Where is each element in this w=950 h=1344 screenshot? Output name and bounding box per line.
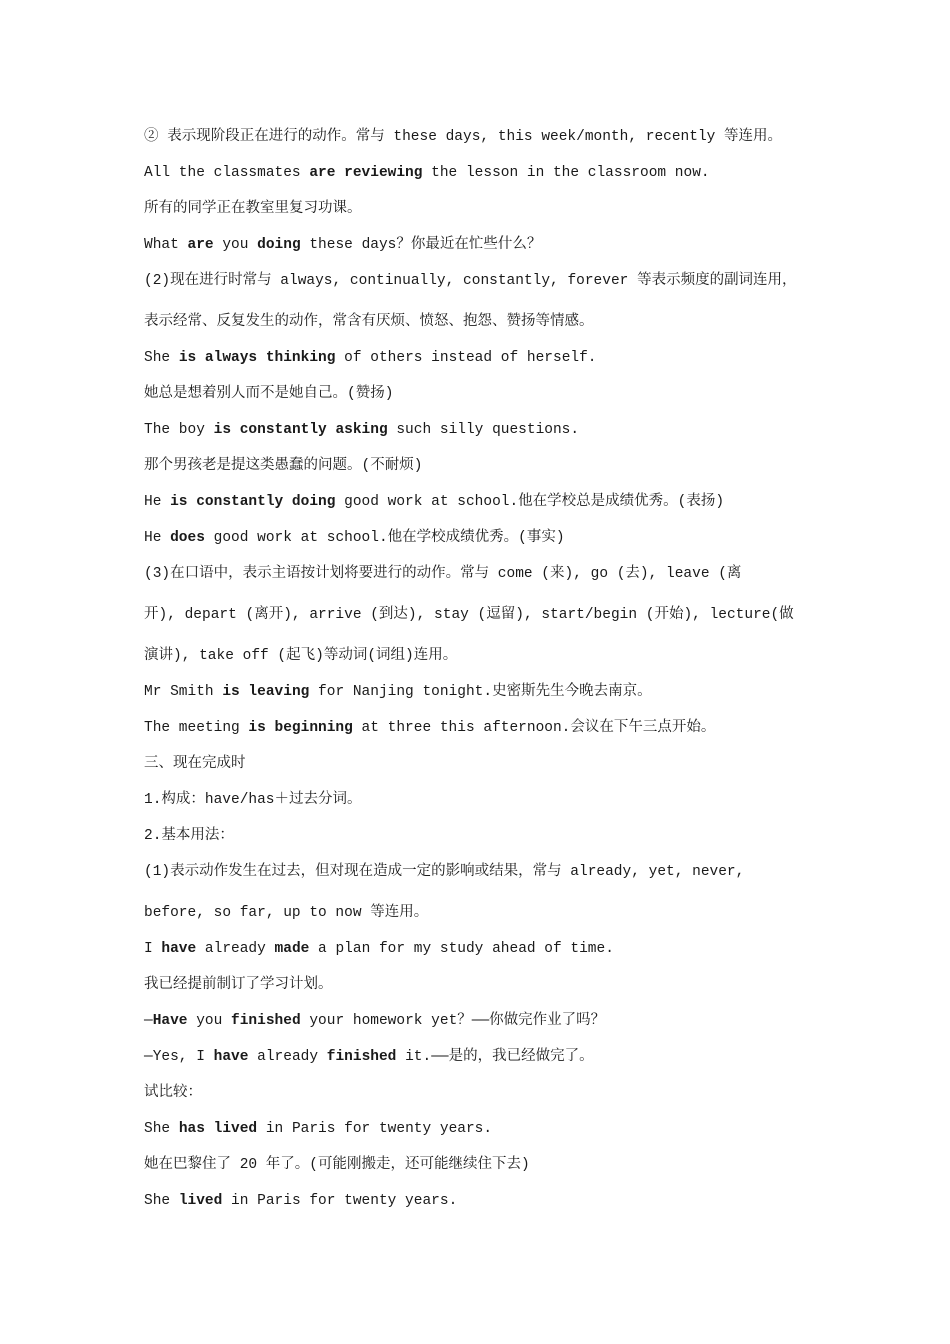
bold-text-segment: does bbox=[170, 530, 205, 546]
text-segment: you bbox=[187, 1013, 232, 1029]
text-line bbox=[144, 646, 457, 666]
text-segment: 她总是想着别人而不是她自己。(赞扬) bbox=[144, 386, 394, 402]
text-line bbox=[144, 163, 710, 183]
text-segment: 我已经提前制订了学习计划。 bbox=[144, 977, 333, 993]
text-line bbox=[144, 127, 782, 147]
text-segment: ② 表示现阶段正在进行的动作。常与 these days, this week/month, recently 等连用。 bbox=[144, 129, 783, 145]
bold-text-segment: is constantly asking bbox=[213, 422, 388, 438]
text-segment: 2.基本用法： bbox=[144, 828, 234, 844]
text-line bbox=[144, 1119, 492, 1139]
text-segment: good work at school.他在学校总是成绩优秀。(表扬) bbox=[335, 494, 725, 510]
text-segment: your homework yet？——你做完作业了吗？ bbox=[300, 1013, 606, 1029]
text-line bbox=[144, 718, 715, 738]
text-line bbox=[144, 1011, 605, 1031]
bold-text-segment: finished bbox=[231, 1013, 301, 1029]
text-line bbox=[144, 862, 744, 882]
text-line bbox=[144, 456, 422, 476]
bold-text-segment: finished bbox=[326, 1049, 397, 1065]
text-line bbox=[144, 235, 541, 255]
text-segment: What bbox=[144, 237, 188, 253]
text-segment: it.——是的，我已经做完了。 bbox=[396, 1049, 594, 1065]
text-line bbox=[144, 564, 741, 584]
text-segment: She bbox=[144, 350, 179, 366]
bold-text-segment: have bbox=[161, 941, 197, 957]
text-line bbox=[144, 1083, 202, 1103]
text-line bbox=[144, 682, 652, 702]
text-segment: in Paris for twenty years. bbox=[222, 1193, 458, 1209]
bold-text-segment: are bbox=[187, 237, 214, 253]
bold-text-segment: is leaving bbox=[222, 684, 310, 700]
text-segment: 三、现在完成时 bbox=[144, 756, 246, 772]
text-segment: 所有的同学正在教室里复习功课。 bbox=[144, 201, 362, 217]
text-segment: good work at school.他在学校成绩优秀。(事实) bbox=[204, 530, 565, 546]
text-line bbox=[144, 199, 362, 219]
text-segment: before, so far, up to now 等连用。 bbox=[144, 905, 429, 921]
text-line bbox=[144, 975, 333, 995]
text-segment: the lesson in the classroom now. bbox=[422, 165, 710, 181]
text-segment: She bbox=[144, 1193, 179, 1209]
bold-text-segment: is beginning bbox=[248, 720, 353, 736]
text-segment: already bbox=[248, 1049, 327, 1065]
text-line bbox=[144, 903, 428, 923]
text-segment: She bbox=[144, 1121, 179, 1137]
text-segment: 1.构成：have/has＋过去分词。 bbox=[144, 792, 362, 808]
text-line bbox=[144, 492, 724, 512]
text-segment: All the classmates bbox=[144, 165, 310, 181]
text-segment: Mr Smith bbox=[144, 684, 223, 700]
bold-text-segment: made bbox=[274, 941, 310, 957]
text-line bbox=[144, 1155, 530, 1175]
text-segment: 那个男孩老是提这类愚蠢的问题。(不耐烦) bbox=[144, 458, 423, 474]
bold-text-segment: is constantly doing bbox=[170, 494, 336, 510]
text-segment: 她在巴黎住了 20 年了。(可能刚搬走，还可能继续住下去) bbox=[144, 1157, 530, 1173]
text-segment: 试比较： bbox=[144, 1085, 202, 1101]
text-segment: 开), depart (离开), arrive (到达), stay (逗留), start/begin (开始), lecture(做 bbox=[144, 607, 794, 623]
text-segment: for Nanjing tonight.史密斯先生今晚去南京。 bbox=[309, 684, 652, 700]
text-segment: The boy bbox=[144, 422, 214, 438]
text-line bbox=[144, 420, 579, 440]
text-line bbox=[144, 528, 565, 548]
bold-text-segment: is always thinking bbox=[178, 350, 336, 366]
text-segment: at three this afternoon.会议在下午三点开始。 bbox=[352, 720, 716, 736]
text-segment: in Paris for twenty years. bbox=[257, 1121, 493, 1137]
text-segment: a plan for my study ahead of time. bbox=[309, 941, 614, 957]
text-line bbox=[144, 754, 246, 774]
bold-text-segment: are reviewing bbox=[309, 165, 423, 181]
text-segment: you bbox=[213, 237, 258, 253]
bold-text-segment: has lived bbox=[178, 1121, 258, 1137]
text-segment: such silly questions. bbox=[387, 422, 580, 438]
bold-text-segment: have bbox=[213, 1049, 249, 1065]
bold-text-segment: doing bbox=[257, 237, 301, 253]
text-line bbox=[144, 348, 597, 368]
text-segment: of others instead of herself. bbox=[335, 350, 597, 366]
text-line bbox=[144, 826, 234, 846]
text-line bbox=[144, 1047, 594, 1067]
text-segment: these days？你最近在忙些什么？ bbox=[300, 237, 542, 253]
text-segment: already bbox=[196, 941, 275, 957]
text-segment: (1)表示动作发生在过去，但对现在造成一定的影响或结果，常与 already, yet, never, bbox=[144, 864, 745, 880]
text-line bbox=[144, 1191, 457, 1211]
text-line bbox=[144, 312, 594, 332]
text-line bbox=[144, 271, 797, 291]
text-segment: — bbox=[144, 1013, 153, 1029]
text-segment: 演讲), take off (起飞)等动词(词组)连用。 bbox=[144, 648, 458, 664]
text-segment: I bbox=[144, 941, 162, 957]
bold-text-segment: Have bbox=[152, 1013, 188, 1029]
text-segment: (3)在口语中，表示主语按计划将要进行的动作。常与 come (来), go (去), leave (离 bbox=[144, 566, 742, 582]
text-segment: —Yes, I bbox=[144, 1049, 214, 1065]
text-segment: 表示经常、反复发生的动作，常含有厌烦、愤怒、抱怨、赞扬等情感。 bbox=[144, 314, 594, 330]
text-line bbox=[144, 790, 362, 810]
text-segment: The meeting bbox=[144, 720, 249, 736]
text-segment: He bbox=[144, 494, 171, 510]
text-segment: He bbox=[144, 530, 171, 546]
text-line bbox=[144, 384, 393, 404]
text-line bbox=[144, 939, 614, 959]
bold-text-segment: lived bbox=[178, 1193, 223, 1209]
text-line bbox=[144, 605, 794, 625]
text-segment: (2)现在进行时常与 always, continually, constantly, forever 等表示频度的副词连用， bbox=[144, 273, 797, 289]
